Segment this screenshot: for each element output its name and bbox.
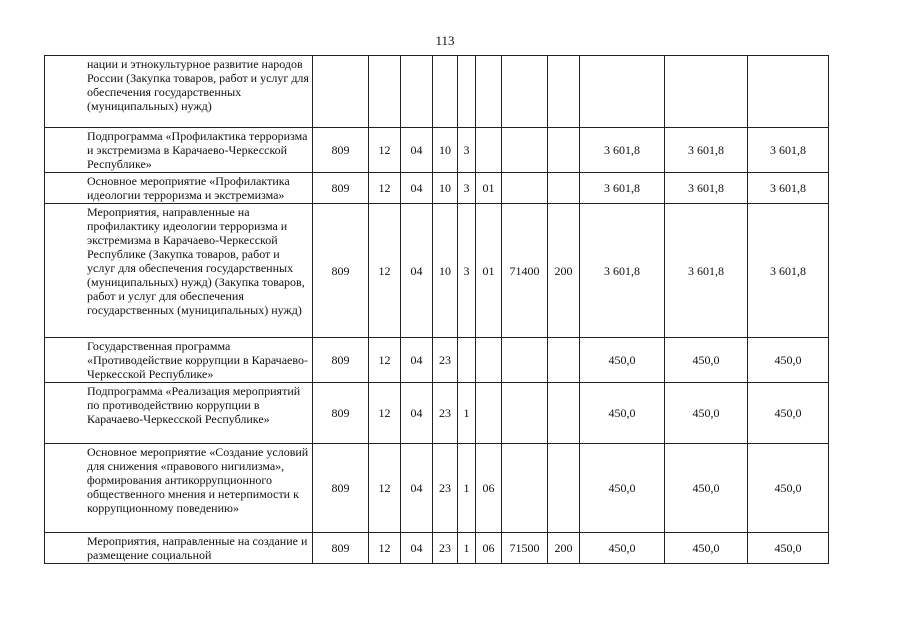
direction-cell: 71400 xyxy=(502,204,548,338)
expense-name-cell: нации и этнокультурное развитие народов России (Закупка товаров, работ и услуг для обеспечения государственных (муниципальных) нужд) xyxy=(45,56,313,128)
direction-cell xyxy=(502,56,548,128)
ministry-cell: 809 xyxy=(313,128,369,173)
program-cell: 10 xyxy=(433,128,458,173)
event-cell: 01 xyxy=(476,204,502,338)
amount-3-cell: 3 601,8 xyxy=(748,173,829,204)
ministry-cell: 809 xyxy=(313,383,369,444)
amount-3-cell: 3 601,8 xyxy=(748,128,829,173)
amount-3-cell: 450,0 xyxy=(748,444,829,533)
amount-1-cell: 3 601,8 xyxy=(580,128,665,173)
direction-cell xyxy=(502,128,548,173)
direction-cell xyxy=(502,173,548,204)
section-cell: 12 xyxy=(369,173,401,204)
section-cell: 12 xyxy=(369,383,401,444)
direction-cell xyxy=(502,444,548,533)
subprogram-cell: 1 xyxy=(458,383,476,444)
amount-1-cell: 450,0 xyxy=(580,338,665,383)
subprogram-cell: 1 xyxy=(458,533,476,564)
expense-name-cell: Мероприятия, направленные на создание и размещение социальной xyxy=(45,533,313,564)
amount-1-cell: 450,0 xyxy=(580,383,665,444)
event-cell xyxy=(476,383,502,444)
ministry-cell: 809 xyxy=(313,173,369,204)
subsection-cell: 04 xyxy=(401,173,433,204)
section-cell xyxy=(369,56,401,128)
direction-cell: 71500 xyxy=(502,533,548,564)
event-cell xyxy=(476,56,502,128)
section-cell: 12 xyxy=(369,444,401,533)
subprogram-cell xyxy=(458,56,476,128)
subsection-cell: 04 xyxy=(401,128,433,173)
expense-type-cell: 200 xyxy=(548,533,580,564)
expense-type-cell xyxy=(548,383,580,444)
table-row xyxy=(45,204,829,338)
program-cell: 23 xyxy=(433,444,458,533)
amount-2-cell xyxy=(665,56,748,128)
ministry-cell: 809 xyxy=(313,533,369,564)
program-cell: 23 xyxy=(433,338,458,383)
amount-3-cell: 450,0 xyxy=(748,383,829,444)
program-cell: 10 xyxy=(433,173,458,204)
expense-type-cell xyxy=(548,56,580,128)
expense-name-cell: Подпрограмма «Профилактика терроризма и экстремизма в Карачаево-Черкесской Республике» xyxy=(45,128,313,173)
amount-3-cell: 3 601,8 xyxy=(748,204,829,338)
subsection-cell: 04 xyxy=(401,383,433,444)
amount-3-cell xyxy=(748,56,829,128)
direction-cell xyxy=(502,338,548,383)
subsection-cell: 04 xyxy=(401,533,433,564)
section-cell: 12 xyxy=(369,533,401,564)
event-cell: 01 xyxy=(476,173,502,204)
amount-2-cell: 3 601,8 xyxy=(665,128,748,173)
expense-name-cell: Основное мероприятие «Профилактика идеологии терроризма и экстремизма» xyxy=(45,173,313,204)
event-cell xyxy=(476,128,502,173)
table-row xyxy=(45,444,829,533)
program-cell: 23 xyxy=(433,533,458,564)
amount-3-cell: 450,0 xyxy=(748,533,829,564)
amount-2-cell: 450,0 xyxy=(665,383,748,444)
page-number: 113 xyxy=(435,33,455,48)
amount-1-cell xyxy=(580,56,665,128)
expense-type-cell: 200 xyxy=(548,204,580,338)
ministry-cell: 809 xyxy=(313,338,369,383)
event-cell xyxy=(476,338,502,383)
expense-type-cell xyxy=(548,173,580,204)
subsection-cell: 04 xyxy=(401,204,433,338)
subsection-cell: 04 xyxy=(401,338,433,383)
amount-2-cell: 450,0 xyxy=(665,444,748,533)
subsection-cell xyxy=(401,56,433,128)
table-row xyxy=(45,56,829,128)
subsection-cell: 04 xyxy=(401,444,433,533)
amount-1-cell: 3 601,8 xyxy=(580,204,665,338)
table-row xyxy=(45,383,829,444)
amount-2-cell: 450,0 xyxy=(665,338,748,383)
subprogram-cell xyxy=(458,338,476,383)
expense-name-cell: Мероприятия, направленные на профилактику идеологии терроризма и экстремизма в Карачаево-Черкесской Республике (Закупка товаров, работ и услуг для обеспечения государственных (муниципальных) нужд) (Закупка товаров, работ и услуг для обеспечения государственных (муниципальных) нужд) xyxy=(45,204,313,338)
event-cell: 06 xyxy=(476,533,502,564)
table-row xyxy=(45,533,829,564)
expense-name-cell: Основное мероприятие «Создание условий для снижения «правового нигилизма», формирования антикоррупционного общественного мнения и нетерпимости к коррупционному поведению» xyxy=(45,444,313,533)
event-cell: 06 xyxy=(476,444,502,533)
amount-1-cell: 3 601,8 xyxy=(580,173,665,204)
amount-1-cell: 450,0 xyxy=(580,533,665,564)
subprogram-cell: 3 xyxy=(458,173,476,204)
ministry-cell: 809 xyxy=(313,444,369,533)
program-cell: 10 xyxy=(433,204,458,338)
subprogram-cell: 1 xyxy=(458,444,476,533)
expense-type-cell xyxy=(548,128,580,173)
budget-table xyxy=(44,55,829,564)
table-row xyxy=(45,128,829,173)
section-cell: 12 xyxy=(369,128,401,173)
amount-2-cell: 450,0 xyxy=(665,533,748,564)
ministry-cell: 809 xyxy=(313,204,369,338)
amount-1-cell: 450,0 xyxy=(580,444,665,533)
expense-type-cell xyxy=(548,338,580,383)
table-row xyxy=(45,338,829,383)
program-cell: 23 xyxy=(433,383,458,444)
program-cell xyxy=(433,56,458,128)
subprogram-cell: 3 xyxy=(458,128,476,173)
amount-2-cell: 3 601,8 xyxy=(665,204,748,338)
expense-name-cell: Подпрограмма «Реализация мероприятий по противодействию коррупции в Карачаево-Черкесской Республике» xyxy=(45,383,313,444)
ministry-cell xyxy=(313,56,369,128)
amount-2-cell: 3 601,8 xyxy=(665,173,748,204)
section-cell: 12 xyxy=(369,338,401,383)
subprogram-cell: 3 xyxy=(458,204,476,338)
section-cell: 12 xyxy=(369,204,401,338)
amount-3-cell: 450,0 xyxy=(748,338,829,383)
expense-name-cell: Государственная программа «Противодействие коррупции в Карачаево-Черкесской Республике» xyxy=(45,338,313,383)
table-row xyxy=(45,173,829,204)
direction-cell xyxy=(502,383,548,444)
expense-type-cell xyxy=(548,444,580,533)
